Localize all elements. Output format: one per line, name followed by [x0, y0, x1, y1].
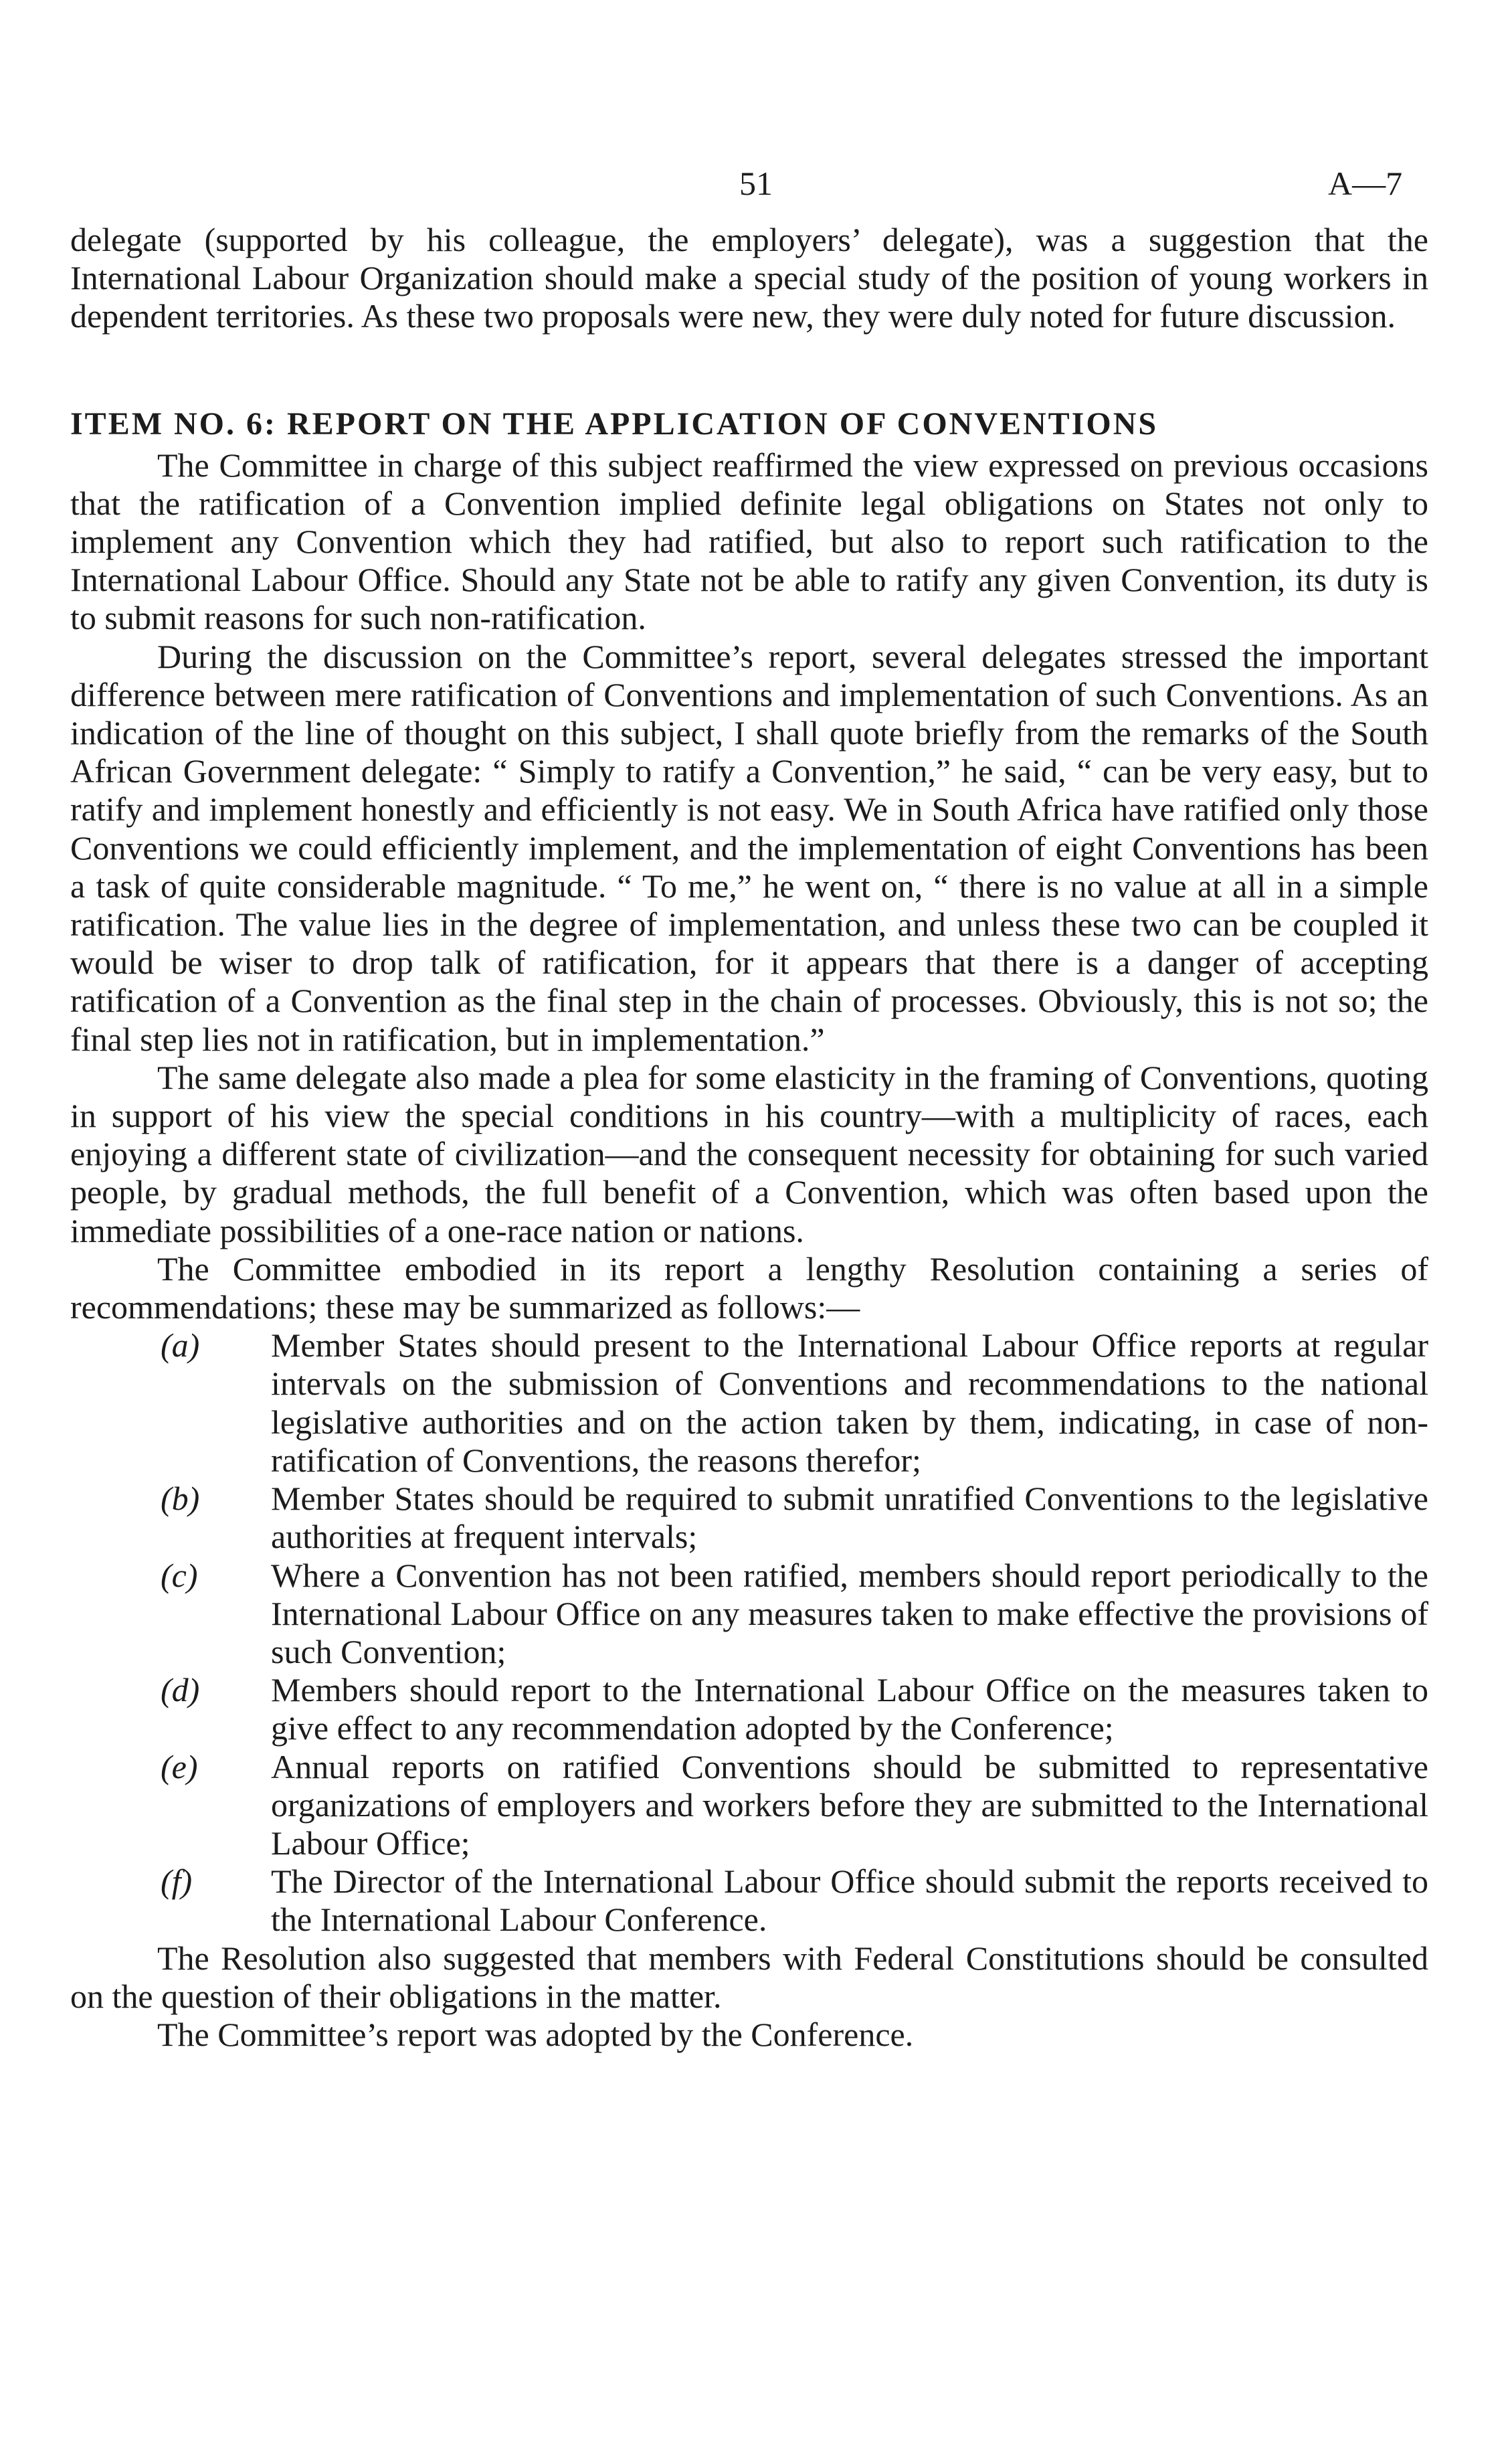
recommendation-text: Where a Convention has not been ratified, members should report periodically to the International Labour Office on any measures taken to make effective the provisions of such Convention; [271, 1556, 1428, 1670]
closing-paragraph: The Committee’s report was adopted by the Conference. [157, 2015, 914, 2053]
body-paragraph: During the discussion on the Committee’s report, several delegates stressed the important difference between mere ratification of Conventions and implementation of such Conventions. As an indication of the line of thought on this subject, I shall quote briefly from the remarks of the South African Government delegate: “ Simply to ratify a Convention,” he said, “ can be very easy, but to ratify and implement honestly and efficiently is not easy. We in South Africa have ratified only those Conventions we could efficiently implement, and the implementation of eight Conventions has been a task of quite considerable magnitude. “ To me,” he went on, “ there is no value at all in a simple ratification. The value lies in the degree of implementation, and unless these two can be coupled it would be wiser to drop talk of ratification, for it appears that there is a danger of accepting ratification of a Convention as the final step in the chain of processes. Obviously, this is not so; the final step lies not in ratification, but in implementation.” [70, 637, 1428, 1058]
body-paragraph: The Committee embodied in its report a lengthy Resolution containing a series of recommendations; these may be summarized as follows:— [70, 1249, 1428, 1326]
recommendation-label: (a) [161, 1326, 200, 1365]
document-page [70, 0, 1428, 2054]
recommendations-list [70, 1326, 1428, 1939]
recommendation-item [70, 1748, 1428, 1863]
recommendation-item [70, 1671, 1428, 1747]
recommendation-item [70, 1557, 1428, 1672]
closing-paragraph: The Resolution also suggested that members with Federal Constitutions should be consulted on the question of their obligations in the matter. [70, 1939, 1428, 2015]
page-header [70, 0, 1428, 221]
recommendation-label: (e) [161, 1747, 198, 1785]
page-number: 51 [739, 165, 773, 202]
recommendation-label: (c) [161, 1556, 198, 1594]
recommendation-label: (b) [161, 1480, 200, 1518]
body-paragraph: The same delegate also made a plea for some elasticity in the framing of Conventions, quoting in support of his view the special conditions in his country—with a multiplicity of races, each enjoying a different state of civilization—and the consequent necessity for obtaining for such varied people, by gradual methods, the full benefit of a Convention, which was often based upon the immediate possibilities of a one-race nation or nations. [70, 1058, 1428, 1249]
recommendation-text: Members should report to the International Labour Office on the measures taken to give effect to any recommendation adopted by the Conference; [271, 1671, 1428, 1747]
recommendation-item [70, 1480, 1428, 1556]
recommendation-label: (f) [161, 1862, 193, 1901]
intro-paragraph: delegate (supported by his colleague, the employers’ delegate), was a suggestion that the International Labour Organization should make a special study of the position of young workers in dependent territories. As these two proposals were new, they were duly noted for future discussion. [70, 221, 1428, 335]
body-paragraph: The Committee in charge of this subject reaffirmed the view expressed on previous occasions that the ratification of a Convention implied definite legal obligations on States not only to implement any Convention which they had ratified, but also to report such ratification to the International Labour Office. Should any State not be able to ratify any given Convention, its duty is to submit reasons for such non-ratification. [70, 446, 1428, 637]
series-label: A—7 [1328, 165, 1403, 202]
recommendation-label: (d) [161, 1671, 200, 1709]
recommendation-item [70, 1862, 1428, 1939]
section-heading: ITEM NO. 6: REPORT ON THE APPLICATION OF CONVENTIONS [70, 406, 1159, 442]
recommendation-text: Annual reports on ratified Conventions should be submitted to representative organizations of employers and workers before they are submitted to the International Labour Office; [271, 1747, 1428, 1862]
recommendation-item [70, 1326, 1428, 1480]
recommendation-text: Member States should present to the International Labour Office reports at regular intervals on the submission of Conventions and recommendations to the national legislative authorities and on the action taken by them, indicating, in case of non-ratification of Conventions, the reasons therefor; [271, 1326, 1428, 1479]
recommendation-text: Member States should be required to submit unratified Conventions to the legislative authorities at frequent intervals; [271, 1480, 1428, 1556]
recommendation-text: The Director of the International Labour Office should submit the reports received to the International Labour Conference. [271, 1862, 1428, 1939]
